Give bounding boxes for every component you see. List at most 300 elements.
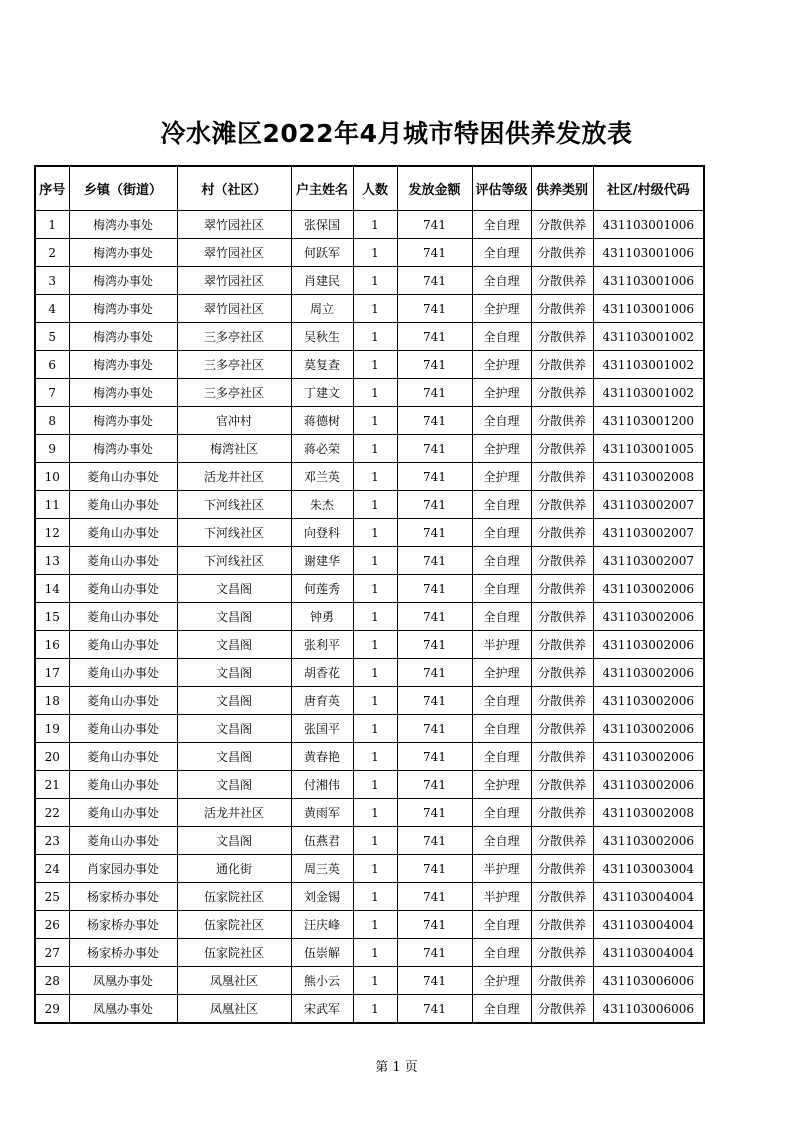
cell-index: 26	[35, 911, 69, 939]
cell-amount: 741	[397, 967, 472, 995]
cell-code: 431103004004	[593, 883, 704, 911]
cell-householder: 周三英	[291, 855, 353, 883]
cell-householder: 向登科	[291, 519, 353, 547]
cell-category: 分散供养	[531, 407, 593, 435]
cell-index: 9	[35, 435, 69, 463]
cell-amount: 741	[397, 995, 472, 1024]
table-row	[35, 715, 704, 743]
cell-town: 菱角山办事处	[69, 575, 177, 603]
cell-category: 分散供养	[531, 239, 593, 267]
cell-community: 文昌阁	[177, 631, 291, 659]
cell-community: 下河线社区	[177, 519, 291, 547]
cell-code: 431103002007	[593, 519, 704, 547]
cell-index: 24	[35, 855, 69, 883]
cell-householder: 莫复查	[291, 351, 353, 379]
cell-index: 11	[35, 491, 69, 519]
table-row	[35, 519, 704, 547]
cell-town: 杨家桥办事处	[69, 939, 177, 967]
cell-code: 431103002008	[593, 463, 704, 491]
cell-count: 1	[353, 771, 397, 799]
cell-town: 菱角山办事处	[69, 771, 177, 799]
cell-level: 全自理	[472, 491, 531, 519]
table-row	[35, 323, 704, 351]
table-row	[35, 631, 704, 659]
cell-index: 13	[35, 547, 69, 575]
cell-count: 1	[353, 659, 397, 687]
cell-level: 全自理	[472, 687, 531, 715]
cell-code: 431103002006	[593, 575, 704, 603]
cell-category: 分散供养	[531, 911, 593, 939]
cell-amount: 741	[397, 883, 472, 911]
cell-count: 1	[353, 519, 397, 547]
cell-householder: 何跃军	[291, 239, 353, 267]
cell-town: 杨家桥办事处	[69, 911, 177, 939]
cell-count: 1	[353, 463, 397, 491]
cell-town: 梅湾办事处	[69, 211, 177, 239]
cell-town: 梅湾办事处	[69, 435, 177, 463]
table-row	[35, 799, 704, 827]
cell-amount: 741	[397, 575, 472, 603]
cell-amount: 741	[397, 771, 472, 799]
cell-community: 伍家院社区	[177, 911, 291, 939]
table-body	[35, 211, 704, 1024]
cell-index: 6	[35, 351, 69, 379]
cell-index: 28	[35, 967, 69, 995]
cell-householder: 肖建民	[291, 267, 353, 295]
cell-code: 431103002006	[593, 659, 704, 687]
cell-householder: 周立	[291, 295, 353, 323]
cell-index: 2	[35, 239, 69, 267]
header-index: 序号	[35, 166, 69, 211]
table-row	[35, 771, 704, 799]
table-row	[35, 939, 704, 967]
cell-count: 1	[353, 323, 397, 351]
cell-level: 全自理	[472, 575, 531, 603]
cell-town: 菱角山办事处	[69, 603, 177, 631]
table-row	[35, 603, 704, 631]
cell-community: 三多亭社区	[177, 379, 291, 407]
cell-householder: 宋武军	[291, 995, 353, 1024]
cell-index: 8	[35, 407, 69, 435]
cell-code: 431103002006	[593, 743, 704, 771]
cell-code: 431103002006	[593, 631, 704, 659]
cell-community: 官冲村	[177, 407, 291, 435]
header-town: 乡镇（街道）	[69, 166, 177, 211]
cell-count: 1	[353, 883, 397, 911]
cell-town: 菱角山办事处	[69, 491, 177, 519]
table-row	[35, 743, 704, 771]
cell-householder: 张利平	[291, 631, 353, 659]
cell-code: 431103004004	[593, 939, 704, 967]
cell-community: 文昌阁	[177, 603, 291, 631]
cell-code: 431103002006	[593, 715, 704, 743]
cell-householder: 付湘伟	[291, 771, 353, 799]
cell-community: 凤凰社区	[177, 995, 291, 1024]
cell-category: 分散供养	[531, 295, 593, 323]
cell-level: 全自理	[472, 827, 531, 855]
cell-town: 菱角山办事处	[69, 463, 177, 491]
cell-index: 16	[35, 631, 69, 659]
cell-amount: 741	[397, 939, 472, 967]
cell-level: 半护理	[472, 855, 531, 883]
cell-level: 全护理	[472, 659, 531, 687]
cell-town: 菱角山办事处	[69, 547, 177, 575]
cell-category: 分散供养	[531, 323, 593, 351]
cell-code: 431103003004	[593, 855, 704, 883]
cell-town: 菱角山办事处	[69, 687, 177, 715]
cell-index: 27	[35, 939, 69, 967]
cell-town: 凤凰办事处	[69, 995, 177, 1024]
table-row	[35, 463, 704, 491]
cell-category: 分散供养	[531, 771, 593, 799]
table-row	[35, 211, 704, 239]
cell-category: 分散供养	[531, 799, 593, 827]
cell-householder: 蒋德树	[291, 407, 353, 435]
header-community: 村（社区）	[177, 166, 291, 211]
cell-amount: 741	[397, 799, 472, 827]
cell-category: 分散供养	[531, 939, 593, 967]
cell-category: 分散供养	[531, 463, 593, 491]
cell-level: 全护理	[472, 771, 531, 799]
header-category: 供养类别	[531, 166, 593, 211]
cell-category: 分散供养	[531, 827, 593, 855]
cell-town: 梅湾办事处	[69, 239, 177, 267]
cell-householder: 张国平	[291, 715, 353, 743]
header-code: 社区/村级代码	[593, 166, 704, 211]
cell-count: 1	[353, 267, 397, 295]
cell-amount: 741	[397, 687, 472, 715]
cell-amount: 741	[397, 715, 472, 743]
cell-category: 分散供养	[531, 631, 593, 659]
cell-index: 20	[35, 743, 69, 771]
cell-community: 翠竹园社区	[177, 295, 291, 323]
cell-community: 文昌阁	[177, 575, 291, 603]
cell-householder: 伍崇解	[291, 939, 353, 967]
cell-count: 1	[353, 687, 397, 715]
cell-community: 翠竹园社区	[177, 239, 291, 267]
cell-category: 分散供养	[531, 519, 593, 547]
cell-count: 1	[353, 995, 397, 1024]
cell-town: 梅湾办事处	[69, 267, 177, 295]
cell-amount: 741	[397, 379, 472, 407]
header-amount: 发放金额	[397, 166, 472, 211]
cell-community: 文昌阁	[177, 771, 291, 799]
cell-category: 分散供养	[531, 883, 593, 911]
cell-town: 菱角山办事处	[69, 659, 177, 687]
cell-amount: 741	[397, 827, 472, 855]
table-row	[35, 883, 704, 911]
cell-amount: 741	[397, 435, 472, 463]
cell-category: 分散供养	[531, 547, 593, 575]
cell-community: 伍家院社区	[177, 883, 291, 911]
table-row	[35, 407, 704, 435]
header-count: 人数	[353, 166, 397, 211]
cell-count: 1	[353, 575, 397, 603]
cell-category: 分散供养	[531, 435, 593, 463]
cell-category: 分散供养	[531, 715, 593, 743]
cell-community: 活龙井社区	[177, 799, 291, 827]
cell-amount: 741	[397, 519, 472, 547]
cell-code: 431103002006	[593, 603, 704, 631]
cell-count: 1	[353, 715, 397, 743]
cell-community: 伍家院社区	[177, 939, 291, 967]
cell-code: 431103004004	[593, 911, 704, 939]
cell-amount: 741	[397, 323, 472, 351]
cell-level: 半护理	[472, 631, 531, 659]
cell-town: 杨家桥办事处	[69, 883, 177, 911]
cell-community: 三多亭社区	[177, 351, 291, 379]
cell-level: 全护理	[472, 463, 531, 491]
cell-code: 431103006006	[593, 967, 704, 995]
cell-householder: 胡香花	[291, 659, 353, 687]
cell-amount: 741	[397, 491, 472, 519]
cell-level: 全自理	[472, 323, 531, 351]
cell-category: 分散供养	[531, 351, 593, 379]
cell-community: 凤凰社区	[177, 967, 291, 995]
cell-count: 1	[353, 743, 397, 771]
cell-householder: 伍燕君	[291, 827, 353, 855]
cell-householder: 黄春艳	[291, 743, 353, 771]
cell-count: 1	[353, 211, 397, 239]
cell-count: 1	[353, 939, 397, 967]
cell-householder: 吴秋生	[291, 323, 353, 351]
cell-count: 1	[353, 379, 397, 407]
cell-index: 3	[35, 267, 69, 295]
cell-count: 1	[353, 603, 397, 631]
cell-community: 翠竹园社区	[177, 267, 291, 295]
cell-town: 肖家园办事处	[69, 855, 177, 883]
cell-level: 全自理	[472, 267, 531, 295]
cell-index: 19	[35, 715, 69, 743]
cell-level: 全自理	[472, 715, 531, 743]
cell-code: 431103002007	[593, 491, 704, 519]
cell-index: 1	[35, 211, 69, 239]
cell-index: 7	[35, 379, 69, 407]
table-row	[35, 575, 704, 603]
cell-code: 431103001002	[593, 379, 704, 407]
cell-householder: 熊小云	[291, 967, 353, 995]
cell-level: 全护理	[472, 379, 531, 407]
cell-count: 1	[353, 631, 397, 659]
cell-code: 431103002006	[593, 771, 704, 799]
cell-level: 全自理	[472, 239, 531, 267]
cell-town: 梅湾办事处	[69, 379, 177, 407]
cell-amount: 741	[397, 911, 472, 939]
cell-index: 14	[35, 575, 69, 603]
cell-community: 翠竹园社区	[177, 211, 291, 239]
cell-category: 分散供养	[531, 267, 593, 295]
cell-community: 三多亭社区	[177, 323, 291, 351]
cell-code: 431103001006	[593, 239, 704, 267]
cell-level: 全护理	[472, 351, 531, 379]
cell-count: 1	[353, 491, 397, 519]
cell-community: 文昌阁	[177, 659, 291, 687]
cell-index: 21	[35, 771, 69, 799]
cell-community: 文昌阁	[177, 743, 291, 771]
cell-amount: 741	[397, 211, 472, 239]
cell-town: 梅湾办事处	[69, 295, 177, 323]
cell-code: 431103002008	[593, 799, 704, 827]
cell-householder: 蒋必荣	[291, 435, 353, 463]
cell-index: 5	[35, 323, 69, 351]
cell-count: 1	[353, 855, 397, 883]
cell-code: 431103001200	[593, 407, 704, 435]
cell-index: 22	[35, 799, 69, 827]
cell-index: 23	[35, 827, 69, 855]
page-number: 第 1 页	[375, 1060, 418, 1075]
payment-table	[34, 165, 705, 1024]
cell-householder: 丁建文	[291, 379, 353, 407]
cell-amount: 741	[397, 547, 472, 575]
cell-level: 全自理	[472, 547, 531, 575]
cell-count: 1	[353, 799, 397, 827]
cell-category: 分散供养	[531, 211, 593, 239]
cell-householder: 谢建华	[291, 547, 353, 575]
cell-amount: 741	[397, 463, 472, 491]
cell-town: 菱角山办事处	[69, 799, 177, 827]
table-row	[35, 855, 704, 883]
cell-householder: 刘金锡	[291, 883, 353, 911]
cell-householder: 汪庆峰	[291, 911, 353, 939]
cell-community: 下河线社区	[177, 547, 291, 575]
cell-town: 凤凰办事处	[69, 967, 177, 995]
cell-level: 全自理	[472, 799, 531, 827]
table-row	[35, 995, 704, 1024]
cell-community: 文昌阁	[177, 715, 291, 743]
cell-index: 18	[35, 687, 69, 715]
cell-index: 29	[35, 995, 69, 1024]
cell-amount: 741	[397, 295, 472, 323]
cell-town: 菱角山办事处	[69, 631, 177, 659]
cell-category: 分散供养	[531, 659, 593, 687]
cell-householder: 朱杰	[291, 491, 353, 519]
cell-index: 4	[35, 295, 69, 323]
cell-code: 431103002006	[593, 827, 704, 855]
cell-code: 431103001006	[593, 295, 704, 323]
cell-amount: 741	[397, 743, 472, 771]
cell-level: 全自理	[472, 519, 531, 547]
cell-householder: 钟勇	[291, 603, 353, 631]
cell-category: 分散供养	[531, 603, 593, 631]
cell-count: 1	[353, 827, 397, 855]
cell-category: 分散供养	[531, 491, 593, 519]
cell-community: 通化街	[177, 855, 291, 883]
cell-householder: 张保国	[291, 211, 353, 239]
cell-amount: 741	[397, 267, 472, 295]
cell-amount: 741	[397, 239, 472, 267]
cell-category: 分散供养	[531, 379, 593, 407]
cell-count: 1	[353, 435, 397, 463]
cell-category: 分散供养	[531, 575, 593, 603]
table-row	[35, 379, 704, 407]
cell-amount: 741	[397, 659, 472, 687]
cell-code: 431103001006	[593, 211, 704, 239]
table-row	[35, 267, 704, 295]
cell-community: 梅湾社区	[177, 435, 291, 463]
table-row	[35, 911, 704, 939]
cell-index: 17	[35, 659, 69, 687]
cell-code: 431103002006	[593, 687, 704, 715]
cell-index: 25	[35, 883, 69, 911]
cell-count: 1	[353, 407, 397, 435]
cell-community: 下河线社区	[177, 491, 291, 519]
table-row	[35, 491, 704, 519]
table-row	[35, 967, 704, 995]
table-header-row	[35, 166, 704, 211]
table-row	[35, 827, 704, 855]
cell-town: 菱角山办事处	[69, 519, 177, 547]
cell-level: 全自理	[472, 211, 531, 239]
cell-level: 半护理	[472, 883, 531, 911]
header-householder: 户主姓名	[291, 166, 353, 211]
cell-level: 全护理	[472, 435, 531, 463]
table-row	[35, 239, 704, 267]
cell-count: 1	[353, 239, 397, 267]
cell-amount: 741	[397, 603, 472, 631]
cell-code: 431103001005	[593, 435, 704, 463]
cell-town: 菱角山办事处	[69, 827, 177, 855]
cell-index: 10	[35, 463, 69, 491]
cell-count: 1	[353, 967, 397, 995]
cell-category: 分散供养	[531, 687, 593, 715]
cell-category: 分散供养	[531, 855, 593, 883]
cell-level: 全自理	[472, 995, 531, 1024]
cell-town: 梅湾办事处	[69, 407, 177, 435]
cell-category: 分散供养	[531, 743, 593, 771]
cell-householder: 黄雨军	[291, 799, 353, 827]
table-row	[35, 351, 704, 379]
cell-category: 分散供养	[531, 995, 593, 1024]
table-row	[35, 295, 704, 323]
cell-category: 分散供养	[531, 967, 593, 995]
cell-code: 431103002007	[593, 547, 704, 575]
header-level: 评估等级	[472, 166, 531, 211]
cell-index: 12	[35, 519, 69, 547]
cell-amount: 741	[397, 855, 472, 883]
table-row	[35, 687, 704, 715]
cell-code: 431103001006	[593, 267, 704, 295]
cell-level: 全自理	[472, 911, 531, 939]
page-title: 冷水滩区2022年4月城市特困供养发放表	[160, 119, 633, 148]
cell-count: 1	[353, 351, 397, 379]
table-row	[35, 547, 704, 575]
cell-community: 文昌阁	[177, 687, 291, 715]
cell-code: 431103006006	[593, 995, 704, 1024]
cell-town: 菱角山办事处	[69, 743, 177, 771]
cell-code: 431103001002	[593, 323, 704, 351]
cell-level: 全护理	[472, 967, 531, 995]
table-row	[35, 435, 704, 463]
cell-householder: 邓兰英	[291, 463, 353, 491]
cell-amount: 741	[397, 631, 472, 659]
cell-community: 活龙井社区	[177, 463, 291, 491]
cell-level: 全自理	[472, 743, 531, 771]
cell-town: 梅湾办事处	[69, 351, 177, 379]
cell-count: 1	[353, 295, 397, 323]
cell-level: 全自理	[472, 603, 531, 631]
cell-householder: 何莲秀	[291, 575, 353, 603]
cell-town: 菱角山办事处	[69, 715, 177, 743]
cell-amount: 741	[397, 351, 472, 379]
cell-level: 全自理	[472, 939, 531, 967]
table-row	[35, 659, 704, 687]
cell-level: 全自理	[472, 407, 531, 435]
cell-level: 全护理	[472, 295, 531, 323]
cell-town: 梅湾办事处	[69, 323, 177, 351]
cell-index: 15	[35, 603, 69, 631]
cell-count: 1	[353, 911, 397, 939]
cell-amount: 741	[397, 407, 472, 435]
